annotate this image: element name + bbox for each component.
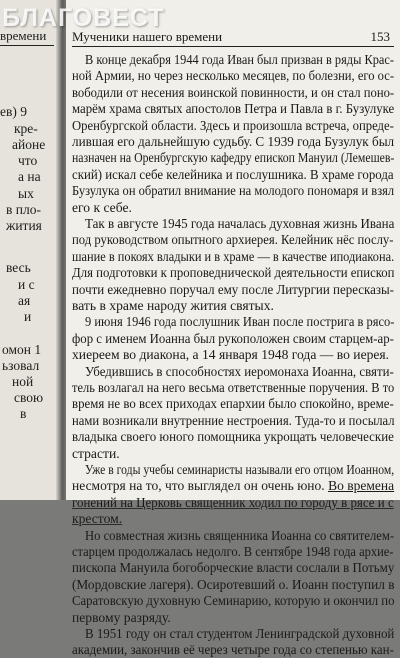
text-line: Но совместная жизнь священника Иоанна со святителем- bbox=[85, 527, 395, 543]
left-page-header-rule bbox=[0, 45, 54, 46]
text-line: гонений на Церковь священник ходил по городу в рясе и с bbox=[72, 494, 394, 510]
left-page-fragment: кре- bbox=[14, 121, 38, 136]
underlined-phrase: Во времена bbox=[328, 478, 395, 494]
text-line: вободили от несения воинской повинности, и он стал поно- bbox=[72, 84, 395, 100]
left-page-fragment: жития bbox=[6, 218, 42, 233]
text-line: почти ежедневно поручал ему после Литургии пересказы- bbox=[72, 281, 395, 297]
watermark-logo: БЛАГОВЕСТ bbox=[2, 4, 165, 32]
text-line: назначен на Оренбургскую кафедру епископ Мануил (Лемешев- bbox=[72, 150, 395, 166]
text-line: вать в храме народу жития святых. bbox=[72, 298, 274, 313]
right-page bbox=[66, 0, 400, 658]
page-number: 153 bbox=[370, 29, 390, 44]
text-line: время не во всех приходах епархии было спокойно, време- bbox=[72, 396, 394, 412]
text-line: нами возникали внутренние нестроения. Туда-то и посылал bbox=[72, 412, 395, 428]
text-line: старцем продолжалась недолго. В сентябре 1948 года архие- bbox=[72, 544, 394, 559]
text-line: марём храма святых апостолов Петра и Павла в г. Бузулуке bbox=[72, 101, 395, 117]
left-page-fragment: ая bbox=[18, 293, 31, 308]
left-page-fragment: в пло- bbox=[6, 202, 41, 217]
left-page-fragment: ьзовал bbox=[2, 358, 40, 373]
left-page-fragment: ых bbox=[18, 186, 34, 201]
text-line: тель возлагал на него весьма ответственные поручения. В то bbox=[72, 380, 395, 395]
text-line: пископа Мануила богоборческие власти сослали в Потьму bbox=[72, 560, 395, 576]
left-page-fragment: весь bbox=[6, 260, 31, 275]
left-page bbox=[0, 0, 62, 500]
text-line: Так в августе 1945 года началась духовная жизнь Ивана bbox=[85, 216, 395, 231]
text-line: первому разряду. bbox=[72, 609, 171, 625]
text-line: 9 июня 1946 года послушник Иван после пострига в рясо- bbox=[85, 314, 395, 330]
running-header-title: Мученики нашего времени bbox=[72, 29, 223, 44]
header-rule bbox=[72, 46, 394, 47]
text-line: владыка своего юного помощника укрощать человеческие bbox=[72, 429, 394, 445]
left-page-fragment: а на bbox=[18, 169, 41, 184]
text-line: Для подготовки к проповеднической деятельности епископ bbox=[72, 265, 395, 281]
text-line: академии, закончив её через четыре года со степенью кан- bbox=[72, 642, 394, 658]
text-line: Уже в годы учебы семинаристы называли его отцом Иоанном, bbox=[85, 462, 395, 477]
left-page-fragment: ной bbox=[12, 374, 34, 389]
left-page-fragment: ев) 9 bbox=[0, 104, 27, 119]
text-line: Оренбургской области. Здесь и произошла встреча, опреде- bbox=[72, 117, 394, 133]
text-line: его к себе. bbox=[72, 199, 132, 215]
text-line: страсти. bbox=[72, 445, 120, 461]
text-line: ский) искал себе келейника и послушника. В храме города bbox=[72, 166, 394, 182]
text-line: лившая его дальнейшую судьбу. С 1939 года Бузулук был bbox=[72, 134, 395, 149]
left-page-fragment: айоне bbox=[12, 137, 46, 152]
text-line: В конце декабря 1944 года Иван был призван в ряды Крас- bbox=[85, 52, 394, 67]
text-line: несмотря на то, что выглядел он очень юно. Во времена bbox=[72, 478, 395, 494]
text-line: ной Армии, но через несколько месяцев, по болезни, его ос- bbox=[72, 68, 395, 84]
left-page-fragment: что bbox=[18, 153, 38, 168]
text-line: Саратовскую духовную Семинарию, которую и окончил по bbox=[72, 593, 395, 609]
text-line: фор с именем Иоанна был рукоположен своим старцем-ар- bbox=[72, 330, 394, 346]
text-line: Бузулука он обратил внимание на молодого пономаря и взял bbox=[72, 183, 395, 199]
text-line: крестом. bbox=[72, 511, 123, 527]
left-page-fragment: и с bbox=[18, 277, 35, 292]
left-page-fragment: свою bbox=[14, 390, 44, 405]
left-page-fragment: омон 1 bbox=[2, 342, 42, 357]
text-line: под руководством опытного архиерея. Келейник нёс послу- bbox=[72, 232, 394, 248]
text-line: Убедившись в способностях иеромонаха Иоанна, святи- bbox=[85, 363, 394, 379]
left-page-header: времени bbox=[0, 28, 47, 43]
text-line: В 1951 году он стал студентом Ленинградской духовной bbox=[85, 626, 395, 641]
left-page-fragment: и bbox=[24, 309, 32, 324]
text-line: хиереем во диакона, а 14 января 1948 года — во иерея. bbox=[72, 347, 390, 363]
left-page-fragment: в bbox=[20, 406, 27, 421]
text-line: шание в покоях владыки и в храме — в качестве иподиакона. bbox=[72, 248, 395, 264]
text-line: (Мордовские лагеря). Осиротевший о. Иоанн поступил в bbox=[72, 576, 395, 592]
